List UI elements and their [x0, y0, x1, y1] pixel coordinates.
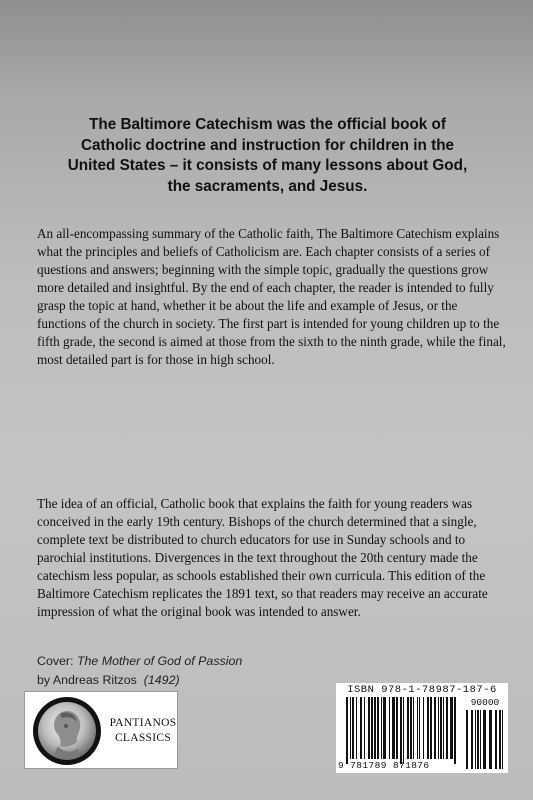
isbn-text: ISBN 978-1-78987-187-6	[347, 684, 497, 696]
publisher-name-line2: CLASSICS	[114, 732, 172, 744]
publisher-logo	[24, 691, 178, 769]
addon-digits: 90000	[470, 697, 500, 708]
description-paragraph-2: The idea of an official, Catholic book that explains the faith for young readers was conceived in the early 19th century. Bishops of the church determined that a single, complete text be distributed to church educators for use in Sunday schools and to parochial institutions. Divergences in the text throughout the 20th century made the catechism less popular, as schools established their own curricula. This edition of the Baltimore Catechism replicates the 1891 text, so that readers may receive an accurate impression of what the original book was intended to answer.	[37, 496, 488, 619]
back-cover-blurb: The Baltimore Catechism was the official book of Catholic doctrine and instruction for children in the United States – it consists of many lessons about God, the sacraments, and Jesus.	[67, 116, 468, 195]
artwork-year: (1492)	[143, 672, 180, 687]
publisher-name	[109, 716, 177, 746]
publisher-name-line1: PANTIANOS	[109, 717, 177, 729]
isbn-barcode	[336, 683, 508, 773]
medallion-icon	[32, 696, 102, 766]
artist-name: by Andreas Ritzos	[37, 672, 137, 687]
cover-credit	[37, 652, 242, 689]
artwork-title: The Mother of God of Passion	[76, 654, 243, 668]
ean-digits: 9 781789 871876	[338, 760, 430, 771]
description-paragraph-1: An all-encompassing summary of the Catholic faith, The Baltimore Catechism explains what the principles and beliefs of Catholicism are. Each chapter consists of a series of questions and answers; beginning with the simple topic, gradually the questions grow more detailed and insightful. By the end of each chapter, the reader is intended to fully grasp the topic at hand, whether it be about the life and example of Jesus, or the functions of the church in society. The first part is intended for young children up to the fifth grade, the second is aimed at those from the sixth to the ninth grade, while the final, most detailed part is for those in high school.	[37, 226, 506, 367]
cover-label: Cover:	[37, 654, 74, 668]
